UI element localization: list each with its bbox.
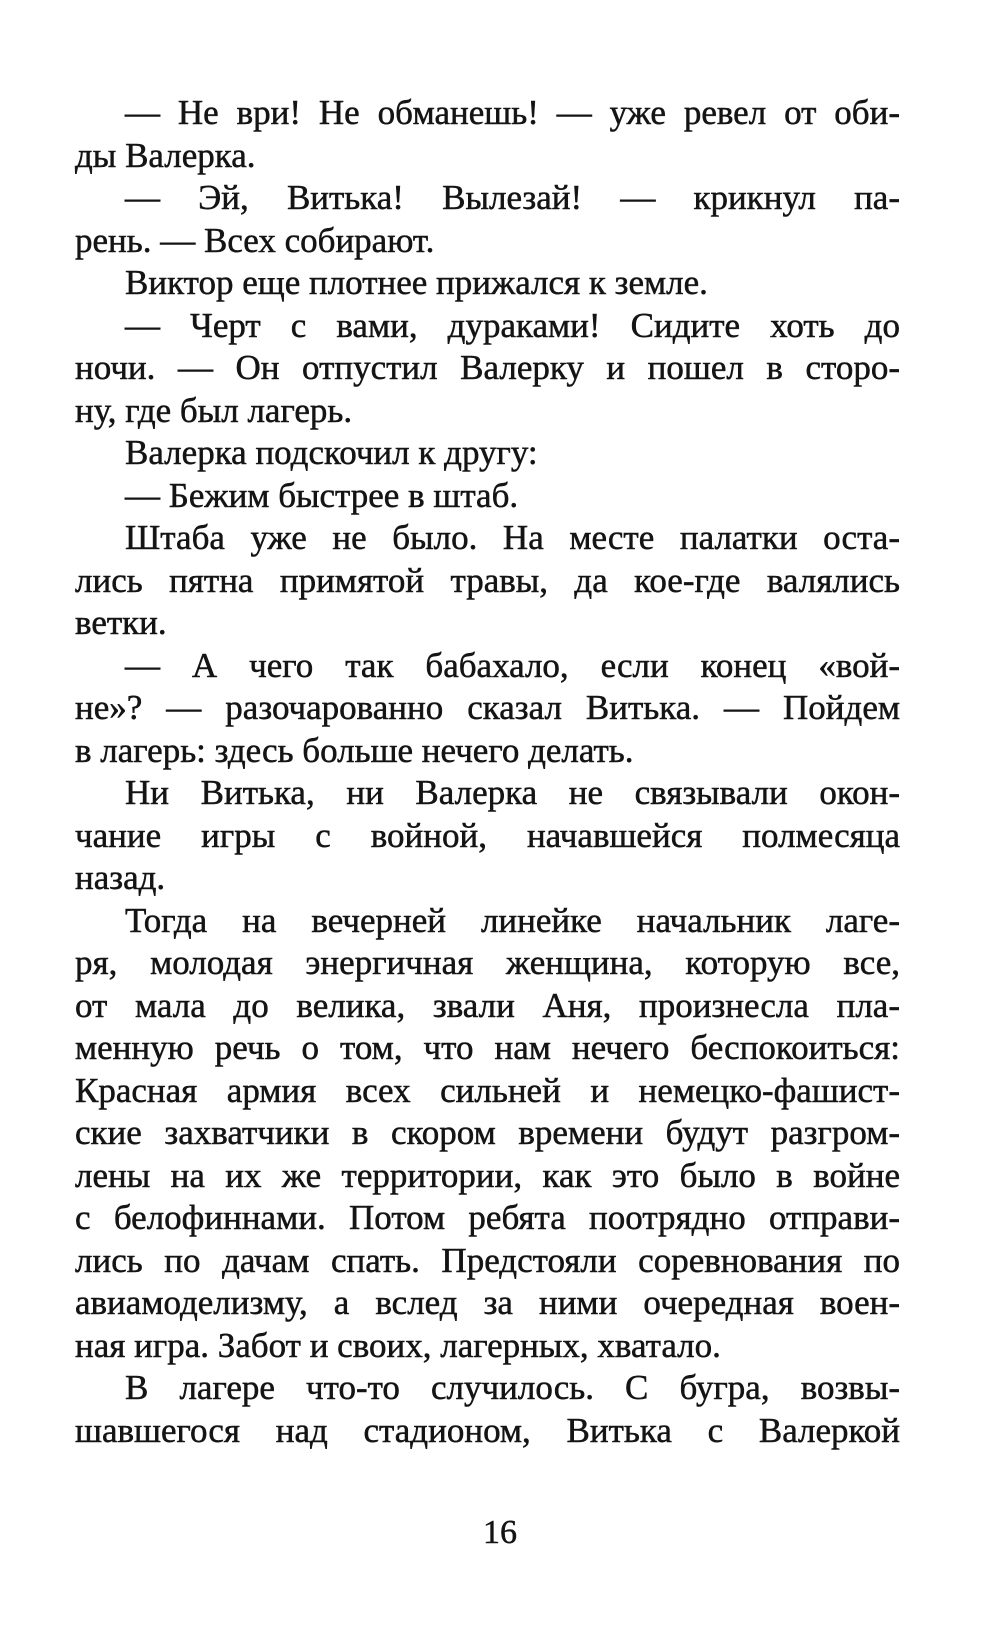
text-body	[75, 92, 900, 1452]
text-line: менную речь о том, что нам нечего беспокоиться:	[75, 1028, 900, 1067]
text-line: от мала до велика, звали Аня, произнесла пла-	[75, 985, 900, 1025]
text-line: с белофиннами. Потом ребята поотрядно отправи-	[75, 1198, 900, 1237]
text-line: ночи. — Он отпустил Валерку и пошел в сторо-	[75, 348, 900, 387]
text-line: рень. — Всех собирают.	[75, 220, 435, 260]
page-number: 16	[483, 1514, 517, 1551]
text-line: ды Валерка.	[75, 135, 256, 175]
text-line: шавшегося над стадионом, Витька с Валеркой	[75, 1410, 900, 1450]
text-line: — А чего так бабахало, если конец «вой-	[125, 645, 900, 685]
text-line: Валерка подскочил к другу:	[125, 433, 538, 472]
text-line: ная игра. Забот и своих, лагерных, хватало.	[75, 1325, 721, 1365]
text-line: чание игры с войной, начавшейся полмесяца	[75, 815, 900, 855]
text-line: — Бежим быстрее в штаб.	[125, 475, 519, 515]
text-line: лись пятна примятой травы, да кое-где валялись	[75, 560, 900, 600]
text-line: ря, молодая энергичная женщина, которую все,	[75, 943, 900, 982]
text-line: не»? — разочарованно сказал Витька. — Пойдем	[75, 688, 900, 727]
text-line: ветки.	[75, 603, 167, 642]
text-line: Тогда на вечерней линейке начальник лаге-	[125, 900, 900, 940]
text-line: — Черт с вами, дураками! Сидите хоть до	[125, 305, 900, 345]
text-line: Виктор еще плотнее прижался к земле.	[125, 263, 708, 302]
text-line: — Не ври! Не обманешь! — уже ревел от оби-	[125, 93, 900, 132]
text-line: в лагерь: здесь больше нечего делать.	[75, 730, 634, 770]
text-line: лись по дачам спать. Предстояли соревнования по	[75, 1240, 900, 1280]
text-line: лены на их же территории, как это было в войне	[75, 1155, 900, 1195]
text-line: назад.	[75, 858, 166, 897]
text-line: — Эй, Витька! Вылезай! — крикнул па-	[125, 178, 900, 217]
text-line: ну, где был лагерь.	[75, 390, 353, 430]
text-line: Ни Витька, ни Валерка не связывали окон-	[125, 773, 900, 812]
text-line: Штаба уже не было. На месте палатки оста-	[125, 518, 900, 557]
text-line: ские захватчики в скором времени будут разгром-	[75, 1113, 900, 1152]
text-line: В лагере что-то случилось. С бугра, возвы-	[125, 1368, 900, 1407]
text-line: Красная армия всех сильней и немецко-фашист-	[75, 1070, 900, 1110]
text-line: авиамоделизму, а вслед за ними очередная воен-	[75, 1283, 900, 1322]
